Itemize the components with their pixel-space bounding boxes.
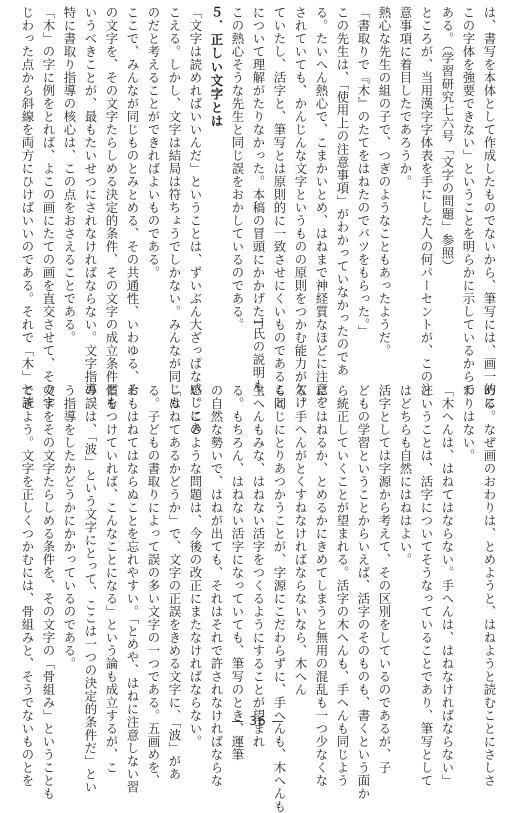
- text-column: 「木」の字に例をとれば、よこの画にたての画を直交させて、そのま: [41, 6, 56, 409]
- text-column: 活字としては字源から考えて、その区別をしているのであるが、子: [377, 384, 392, 774]
- text-column: る。子どもの書取りによって誤の多い文字の一つである。五画めを、: [146, 384, 161, 787]
- text-column: の文字を、その文字たらしめる決定的条件、その文字の成立条件とも: [104, 6, 119, 409]
- page-number: — 36 —: [231, 714, 285, 728]
- text-column: ていたし、活字と、筆写とは原則的に一致させにくいものであること: [272, 6, 287, 409]
- section-divider: [18, 364, 498, 365]
- text-column: 「書取りで『木』のたてをはねたのでバツをもらった。」: [356, 6, 371, 338]
- text-column: る。手へんがとくすねなければならないなら、木へん: [293, 384, 308, 696]
- text-column: の誤は、「波」という文字にとって、ここは一つの決定的条件だ」とい: [83, 384, 98, 794]
- text-column: おもはねてはならぬことを忘れやすい。「とめや、はねに注意しない習: [125, 384, 140, 794]
- text-column: ここで、みんなが同じものとみとめる、その共通性、いわゆる、そ: [125, 6, 140, 396]
- text-column: できよう。文字を正しくつかむには、骨組みと、そうでないものとを: [20, 384, 35, 787]
- text-column: いうべきことが、最もたいせつにされなければならない。文字指導、: [83, 6, 98, 409]
- text-column: ある。（学習研究七六号「文字の問題」参照）: [440, 6, 455, 273]
- text-column: この字体を強要できない」ということを明らかに示しているからで: [461, 6, 476, 396]
- text-column: のだと考えることができればよいものである。: [146, 6, 161, 279]
- text-column: わりはない。: [461, 384, 476, 462]
- text-column: 生へんもみな、はねない活字をつくるようにすることが望まれ: [251, 384, 266, 748]
- text-column: どもの学習ということからいえば、活字のそのものも、書くという面か: [356, 384, 371, 800]
- text-column: こえる。しかし、文字は結局は符ちょうでしかない。みんなが同じも: [167, 6, 182, 409]
- section-heading: ５．正しい文字とは: [209, 6, 224, 129]
- text-column: じわった点から斜線を両方にひけばいいのである。それで「木」と読: [20, 6, 35, 409]
- text-column: める。なぜ画のおわりは、とめようと、はねようと読むことにさしさ: [482, 384, 497, 787]
- text-column: う指導をしたかどうかにかかっているのである。: [62, 384, 77, 670]
- text-column: されていても、かんじんな文字というものの原則をつかむ能力が欠け: [293, 6, 308, 409]
- text-column: の自然な勢いで、はねが出ても、それはそれで許されなければならな: [209, 384, 224, 787]
- text-column: い。このような問題は、今後の改正にまたなければならない。: [188, 384, 203, 748]
- text-column: はどちらも自然にはねはよい。: [398, 384, 413, 566]
- text-column: 熱心な先生の組の子で、つぎのようなこともあったようだ。: [377, 6, 392, 357]
- text-column: は、書写を本体として作成したものでないから、筆写には、画一的に: [482, 6, 497, 409]
- text-column: 特に書取り指導の核心は、この点をおさえることである。: [62, 6, 77, 344]
- text-column: ところが、当用漢字字体表を手にした人の何パーセントが、この注: [419, 6, 434, 396]
- text-column: る。たいへん熱心で、こまかいとめ、はねまで神経質なほどに注意を: [314, 6, 329, 409]
- text-column: ら統正していくことが望まれる。活字の木へんも、手へんも同じよう: [335, 384, 350, 787]
- text-column: この熱心そうな先生と同じ誤をおかしているのである。: [230, 6, 245, 331]
- text-column: に、はねるか、とめるかにきめてしまうと無用の混乱も一つ少なくな: [314, 384, 329, 787]
- text-column: について理解がたりなかった。本稿の冒頭にかかげたT氏の説明も、: [251, 6, 266, 405]
- text-column: 「文字は読めればいいんだ」ということは、ずいぶん大ざっぱな感じにき: [188, 6, 203, 435]
- text-column: 意事項に着目したであろうか。: [398, 6, 413, 188]
- text-column: 文字をその文字たらしめる条件を、その文字の「骨組み」ということも: [41, 384, 56, 800]
- text-column: 「木へんは、はねてはならない。手へんは、はねなければならない」: [440, 384, 455, 787]
- text-column: この先生は、「使用上の注意事項」がわかっていなかったのであ: [335, 6, 350, 377]
- text-column: 慣をつけていれば、こんなことになる」という論も成立するが、こ: [104, 384, 119, 774]
- text-column: も同じにとりあつかうことが、字源にこだわらずに、手へんも、木へんも: [272, 384, 287, 813]
- text-column: ということは、活字についてそうなっていることであり、筆写として: [419, 384, 434, 787]
- text-column: 「はねてあるかどうか」で、文字の正誤をきめる文字に、「波」があ: [167, 384, 182, 781]
- text-column: る。もちろん、はねない活字になっていても、筆写のとき、運筆: [230, 384, 245, 761]
